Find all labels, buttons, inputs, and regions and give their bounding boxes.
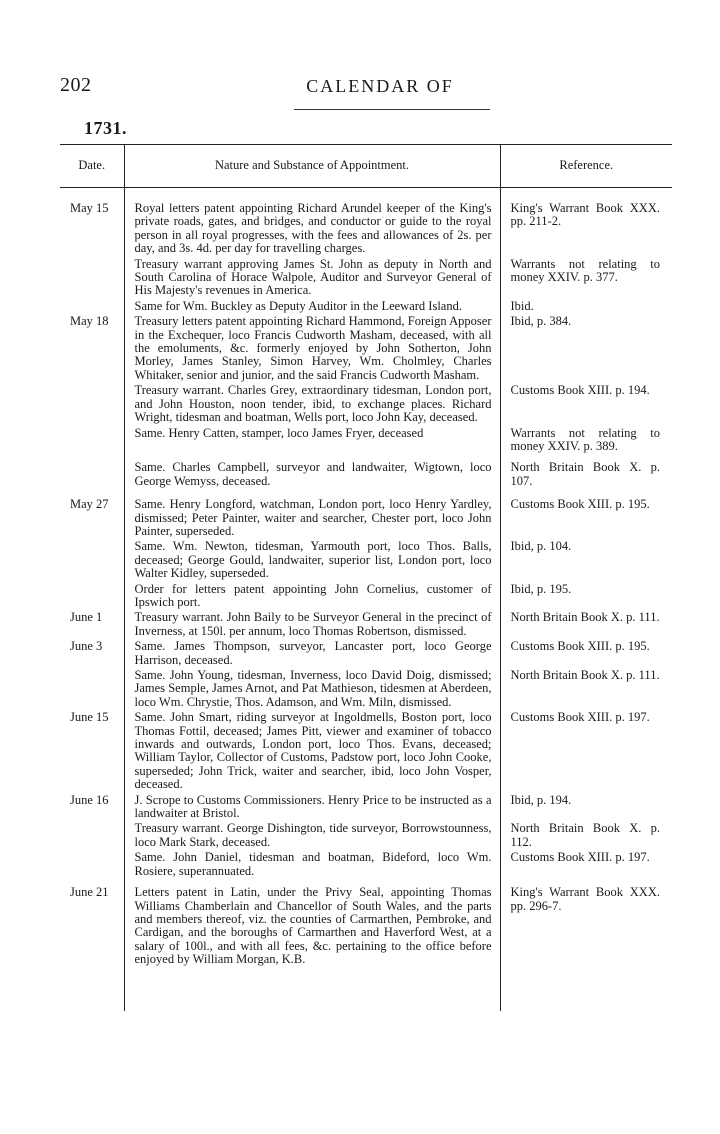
date-cell: May 27 — [60, 490, 124, 540]
table-row — [60, 315, 672, 384]
nature-cell: Treasury warrant. John Baily to be Surveyor General in the precinct of Inverness, at 150l. per annum, loco Thomas Robertson, dismissed. — [124, 611, 500, 640]
table-row — [60, 611, 672, 640]
table-row — [60, 427, 672, 456]
table-row — [60, 540, 672, 582]
reference-cell: Customs Book XIII. p. 194. — [510, 383, 650, 398]
table-header-row — [60, 145, 672, 188]
calendar-table — [60, 144, 672, 1011]
nature-cell: Same. Henry Catten, stamper, loco James Fryer, deceased — [124, 427, 500, 456]
date-cell: June 21 — [60, 880, 124, 968]
reference-cell: King's Warrant Book XXX. pp. 296-7. — [510, 885, 660, 913]
nature-cell: Same. John Young, tidesman, Inverness, loco David Doig, dismissed; James Semple, James Arnot, and Pat Mathieson, tidesmen at Aberdeen, loco Wm. Chrystie, Thos. Adamson, and Wm. Miln, dismissed. — [124, 669, 500, 711]
reference-cell: Warrants not relating to money XXIV. p. 377. — [510, 256, 660, 285]
date-cell — [60, 300, 124, 315]
table-end-spacer — [60, 969, 672, 1011]
page-number: 202 — [60, 74, 92, 96]
table-row — [60, 583, 672, 612]
table-row — [60, 880, 672, 968]
header-rule — [294, 109, 490, 110]
reference-cell: North Britain Book X. p. 111. — [510, 610, 660, 625]
nature-cell: Treasury letters patent appointing Richard Hammond, Foreign Apposer in the Exchequer, loco Francis Cudworth Masham, deceased, with all the emoluments, &c. formerly enjoyed by John Sotherton, John Morley, James Stanley, Simon Harvey, Wm. Cholmley, Charles Whitaker, senior and junior, and the said Francis Cudworth Masham. — [124, 315, 500, 384]
reference-cell: Ibid. — [510, 298, 534, 313]
date-cell: May 15 — [60, 202, 124, 258]
date-cell: May 18 — [60, 315, 124, 384]
nature-cell: Treasury warrant. Charles Grey, extraordinary tidesman, London port, and John Houston, noon tender, ibid, to exchange places. Richard Wright, tidesman and boatman, Wells port, loco John Kay, deceased. — [124, 384, 500, 426]
nature-cell: J. Scrope to Customs Commissioners. Henry Price to be instructed as a landwaiter at Bristol. — [124, 794, 500, 823]
reference-cell: Customs Book XIII. p. 197. — [510, 850, 650, 865]
column-header-reference: Reference. — [500, 145, 672, 188]
reference-cell: Warrants not relating to money XXIV. p. 389. — [510, 425, 660, 453]
nature-cell: Same. Wm. Newton, tidesman, Yarmouth port, loco Thos. Balls, deceased; George Gould, landwaiter, superior list, London port, loco Walter Kidley, superseded. — [124, 540, 500, 582]
table-spacer — [60, 188, 672, 203]
reference-cell: Customs Book XIII. p. 197. — [510, 710, 650, 725]
table-row — [60, 851, 672, 880]
reference-cell: King's Warrant Book XXX. pp. 211-2. — [510, 201, 660, 229]
nature-cell: Same. John Smart, riding surveyor at Ingoldmells, Boston port, loco Thomas Fottil, deceased; James Pitt, viewer and examiner of tobacco inwards and outwards, London port, loco Thos. Evans, deceased; William Taylor, Collector of Customs, Padstow port, loco John Cooke, superseded; John Trick, waiter and searcher, ibid, loco John Vosper, deceased. — [124, 711, 500, 793]
reference-cell: North Britain Book X. p. 107. — [510, 460, 660, 488]
date-cell — [60, 540, 124, 582]
date-cell — [60, 427, 124, 456]
date-cell — [60, 384, 124, 426]
table-row — [60, 202, 672, 258]
date-cell — [60, 583, 124, 612]
nature-cell: Treasury warrant approving James St. John as deputy in North and South Carolina of Horace Walpole, Auditor and Surveyor General of His Majesty's revenues in America. — [124, 258, 500, 300]
year-heading: 1731. — [84, 118, 127, 138]
date-cell: June 15 — [60, 711, 124, 793]
date-cell — [60, 258, 124, 300]
date-cell — [60, 455, 124, 490]
reference-cell: North Britain Book X. p. 112. — [510, 821, 660, 849]
nature-cell: Same. James Thompson, surveyor, Lancaster port, loco George Harrison, deceased. — [124, 640, 500, 669]
date-cell: June 1 — [60, 611, 124, 640]
table-row — [60, 794, 672, 823]
reference-cell: North Britain Book X. p. 111. — [510, 668, 660, 682]
table-row — [60, 711, 672, 793]
reference-cell: Ibid, p. 384. — [510, 314, 572, 329]
nature-cell: Letters patent in Latin, under the Privy Seal, appointing Thomas Williams Chamberlain and Chancellor of South Wales, and the parts and members thereof, viz. the counties of Carmarthen, Pembroke, and Cardigan, and the boroughs of Carmarthen and Haverford West, at a salary of 100l., and with all fees, &c. pertaining to the office before enjoyed by William Morgan, K.B. — [124, 880, 500, 968]
nature-cell: Same. Charles Campbell, surveyor and landwaiter, Wigtown, loco George Wemyss, deceased. — [124, 455, 500, 490]
table-row — [60, 455, 672, 490]
nature-cell: Order for letters patent appointing John Cornelius, customer of Ipswich port. — [124, 583, 500, 612]
table-row — [60, 640, 672, 669]
reference-cell: Ibid, p. 195. — [510, 581, 572, 596]
table-row — [60, 490, 672, 540]
table-row — [60, 300, 672, 315]
running-head: CALENDAR OF — [306, 76, 454, 96]
reference-cell: Ibid, p. 104. — [510, 539, 572, 554]
date-cell — [60, 822, 124, 851]
table-row — [60, 258, 672, 300]
reference-cell: Customs Book XIII. p. 195. — [510, 497, 650, 512]
date-cell: June 16 — [60, 794, 124, 823]
nature-cell: Royal letters patent appointing Richard Arundel keeper of the King's private roads, gates, and bridges, and conductor or guide to the royal person in all royal progresses, with the fees and allowances of 2s. per day, and 3s. 4d. per day for travelling charges. — [124, 202, 500, 258]
reference-cell: Ibid, p. 194. — [510, 792, 572, 807]
nature-cell: Same for Wm. Buckley as Deputy Auditor in the Leeward Island. — [124, 300, 500, 315]
table-row — [60, 384, 672, 426]
column-header-nature: Nature and Substance of Appointment. — [124, 145, 500, 188]
nature-cell: Treasury warrant. George Dishington, tide surveyor, Borrowstounness, loco Mark Stark, deceased. — [124, 822, 500, 851]
table-row — [60, 669, 672, 711]
nature-cell: Same. John Daniel, tidesman and boatman, Bideford, loco Wm. Rosiere, superannuated. — [124, 851, 500, 880]
nature-cell: Same. Henry Longford, watchman, London port, loco Henry Yardley, dismissed; Peter Painter, waiter and searcher, Chester port, loco John Painter, superseded. — [124, 490, 500, 540]
table-row — [60, 822, 672, 851]
reference-cell: Customs Book XIII. p. 195. — [510, 639, 650, 654]
date-cell — [60, 851, 124, 880]
table-body — [60, 188, 672, 1011]
date-cell — [60, 669, 124, 711]
column-header-date: Date. — [60, 145, 124, 188]
date-cell: June 3 — [60, 640, 124, 669]
